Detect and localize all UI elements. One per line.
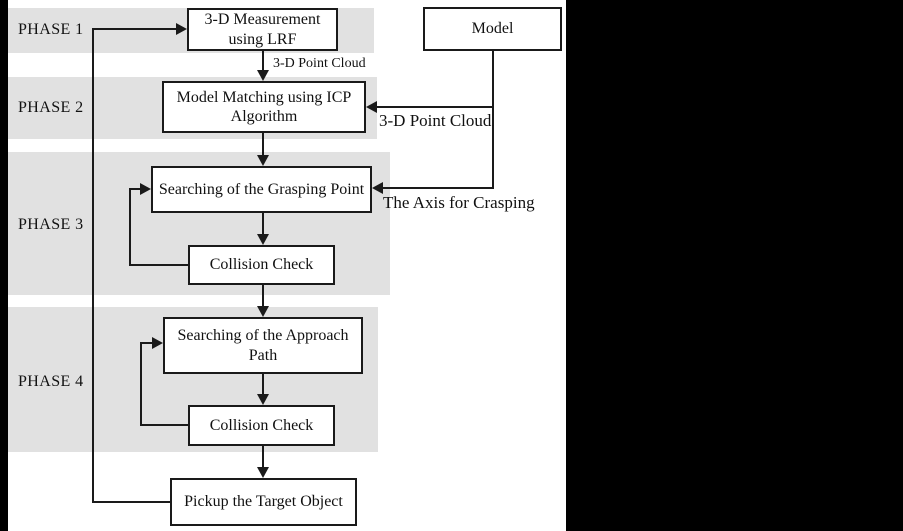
node-measurement-line2: using LRF xyxy=(228,30,297,48)
connector-collision1-to-approach xyxy=(262,285,264,306)
node-collision-check-1-line1: Collision Check xyxy=(209,256,314,274)
node-pickup xyxy=(170,478,357,526)
phase3-label: PHASE 3 xyxy=(18,216,84,233)
node-icp-line1: Model Matching using ICP xyxy=(176,88,352,106)
arrow-down-icon xyxy=(257,306,269,317)
node-approach-line1: Searching of the Approach xyxy=(177,327,349,345)
arrow-right-icon xyxy=(152,337,163,349)
connector-grasping-to-collision1 xyxy=(262,213,264,234)
connector-loop4-vertical xyxy=(140,342,142,426)
node-icp xyxy=(162,81,366,133)
node-model-line1: Model xyxy=(471,20,514,38)
edge-label-point-cloud-top: 3-D Point Cloud xyxy=(273,56,366,71)
connector-measurement-to-icp xyxy=(262,51,264,70)
connector-model-vertical xyxy=(492,51,494,189)
connector-loop-left-bottom xyxy=(92,501,170,503)
connector-loop4-bottom xyxy=(140,424,188,426)
arrow-right-icon xyxy=(176,23,187,35)
node-collision-check-1 xyxy=(188,245,335,285)
node-approach-line2: Path xyxy=(248,346,278,364)
right-mask-strip xyxy=(566,0,903,531)
edge-label-axis: The Axis for Crasping xyxy=(383,193,535,212)
phase2-label: PHASE 2 xyxy=(18,99,84,116)
node-icp-line2: Algorithm xyxy=(230,108,298,125)
connector-model-to-grasping xyxy=(383,187,494,189)
node-pickup-line1: Pickup the Target Object xyxy=(184,493,343,511)
connector-loop3-vertical xyxy=(129,188,131,266)
connector-loop3-bottom xyxy=(129,264,188,266)
connector-loop-left-top xyxy=(92,28,176,30)
arrow-left-icon xyxy=(366,101,377,113)
connector-model-to-icp xyxy=(377,106,494,108)
node-measurement xyxy=(187,8,338,51)
node-grasping xyxy=(151,166,372,213)
left-mask-strip xyxy=(0,0,8,531)
phase1-label: PHASE 1 xyxy=(18,21,84,38)
connector-loop-left-vertical xyxy=(92,28,94,503)
node-collision-check-2-line1: Collision Check xyxy=(209,416,314,434)
arrow-left-icon xyxy=(372,182,383,194)
node-model xyxy=(423,7,562,51)
connector-collision2-to-pickup xyxy=(262,446,264,467)
connector-loop3-top xyxy=(129,188,140,190)
arrow-down-icon xyxy=(257,70,269,81)
node-grasping-line1: Searching of the Grasping Point xyxy=(158,180,365,198)
connector-approach-to-collision2 xyxy=(262,374,264,394)
arrow-down-icon xyxy=(257,155,269,166)
connector-icp-to-grasping xyxy=(262,133,264,155)
node-approach xyxy=(163,317,363,374)
arrow-down-icon xyxy=(257,234,269,245)
arrow-down-icon xyxy=(257,467,269,478)
node-collision-check-2 xyxy=(188,405,335,446)
phase4-label: PHASE 4 xyxy=(18,373,84,390)
connector-loop4-top xyxy=(140,342,152,344)
arrow-right-icon xyxy=(140,183,151,195)
arrow-down-icon xyxy=(257,394,269,405)
node-measurement-line1: 3-D Measurement xyxy=(204,11,321,29)
edge-label-point-cloud-right: 3-D Point Cloud xyxy=(379,111,492,130)
